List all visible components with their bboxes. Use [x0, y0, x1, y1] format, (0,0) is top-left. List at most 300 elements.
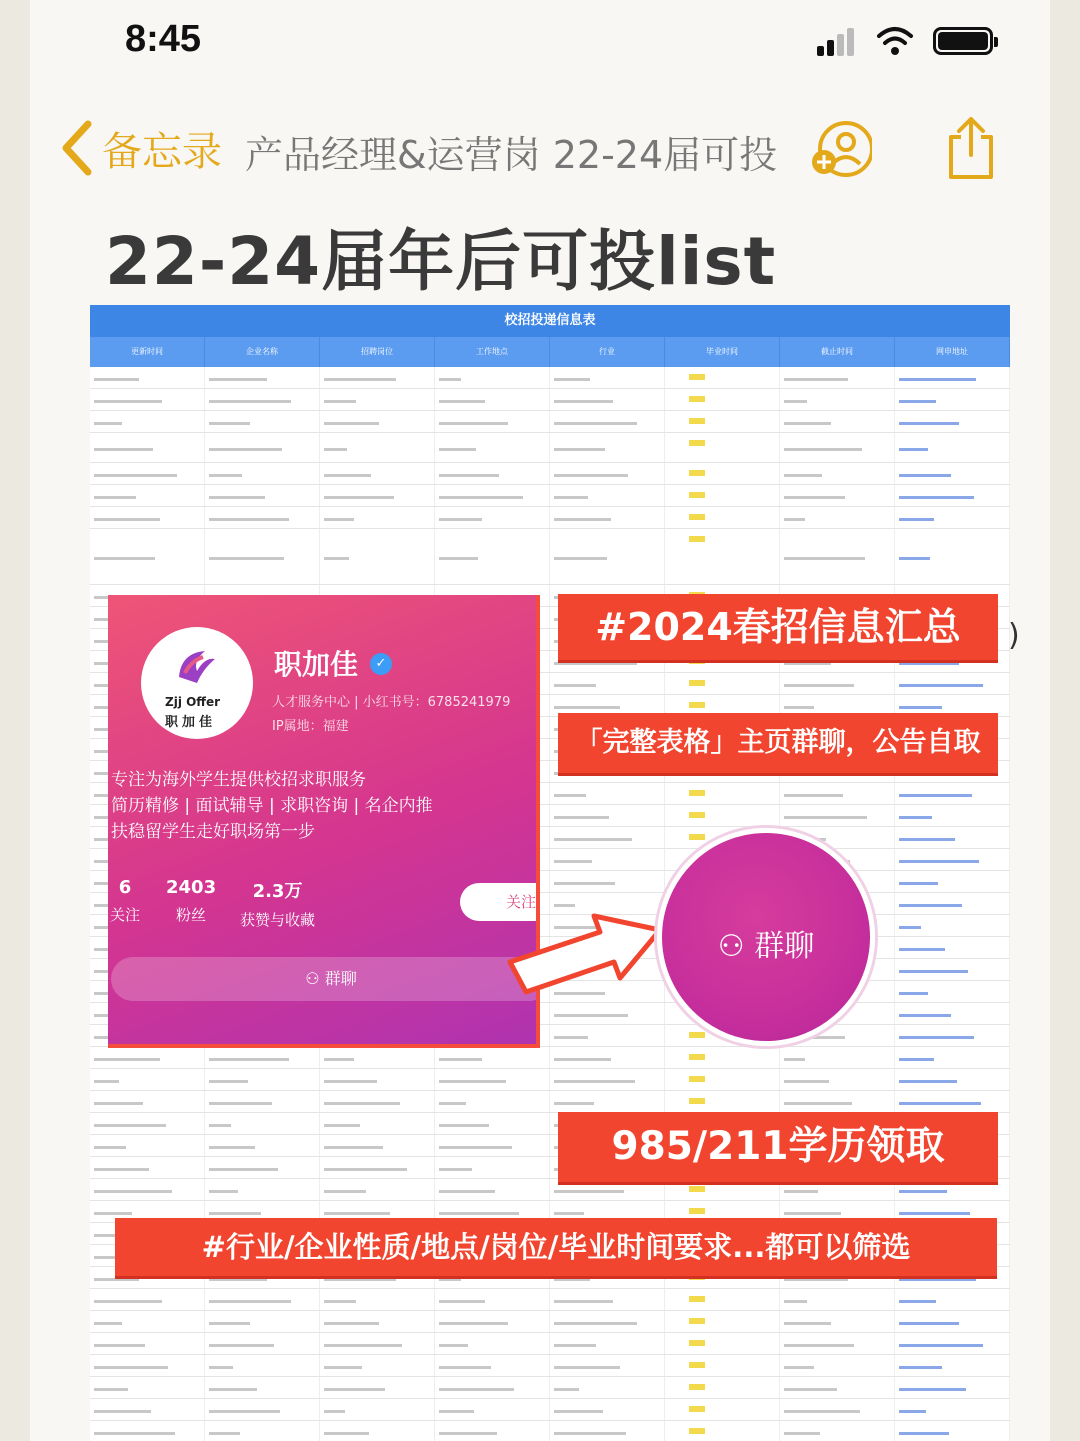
sheet-cell-blur: [209, 1058, 289, 1061]
stat-number: 2.3万: [252, 881, 303, 902]
sheet-cell: [895, 1179, 1010, 1200]
sheet-cell: [435, 389, 550, 410]
sheet-title: 校招投递信息表: [90, 305, 1010, 337]
sheet-cell: [90, 1179, 205, 1200]
banner-filters: #行业/企业性质/地点/岗位/毕业时间要求...都可以筛选: [115, 1218, 997, 1276]
sheet-cell-blur: [94, 1146, 126, 1149]
sheet-cell-blur: [899, 557, 930, 560]
sheet-cell: [205, 507, 320, 528]
verified-check-icon: ✓: [370, 653, 392, 675]
sheet-cell-blur: [554, 1058, 611, 1061]
sheet-cell-blur: [554, 1322, 637, 1325]
sheet-col-header: 招聘岗位: [320, 337, 435, 367]
sheet-cell: [205, 1399, 320, 1420]
sheet-cell: [895, 411, 1010, 432]
sheet-tag: [689, 1054, 705, 1060]
sheet-cell-blur: [439, 1278, 461, 1281]
sheet-cell: [665, 1179, 780, 1200]
sheet-cell-blur: [209, 1212, 261, 1215]
sheet-cell: [665, 433, 780, 462]
sheet-cell-blur: [94, 1080, 119, 1083]
sheet-cell-blur: [899, 1014, 951, 1017]
sheet-cell-blur: [554, 1102, 594, 1105]
stat-number: 2403: [166, 877, 217, 898]
sheet-cell-blur: [94, 1300, 162, 1303]
sheet-cell-blur: [554, 1036, 588, 1039]
sheet-cell-blur: [94, 1168, 149, 1171]
sheet-cell: [320, 1333, 435, 1354]
sheet-cell: [895, 673, 1010, 694]
sheet-cell-blur: [899, 816, 932, 819]
sheet-cell-blur: [439, 1366, 491, 1369]
sheet-cell-blur: [94, 1212, 132, 1215]
sheet-cell: [780, 463, 895, 484]
sheet-cell: [320, 1377, 435, 1398]
sheet-cell: [665, 507, 780, 528]
sheet-cell-blur: [899, 422, 959, 425]
sheet-cell-blur: [94, 1102, 143, 1105]
sheet-cell: [435, 1355, 550, 1376]
sheet-cell-blur: [554, 684, 596, 687]
sheet-cell: [90, 1399, 205, 1420]
stat-likes[interactable]: [240, 877, 315, 930]
sheet-cell-blur: [899, 400, 936, 403]
sheet-cell: [895, 1355, 1010, 1376]
sheet-cell-blur: [784, 1322, 831, 1325]
share-people-icon[interactable]: [810, 118, 872, 180]
sheet-cell-blur: [439, 1322, 508, 1325]
sheet-cell-blur: [784, 794, 843, 797]
sheet-cell: [550, 1069, 665, 1090]
sheet-cell-blur: [554, 882, 615, 885]
sheet-cell-blur: [554, 794, 586, 797]
sheet-cell-blur: [899, 948, 945, 951]
sheet-cell-blur: [784, 422, 831, 425]
sheet-cell: [665, 367, 780, 388]
sheet-cell: [665, 1399, 780, 1420]
sheet-cell-blur: [439, 422, 508, 425]
sheet-cell: [550, 1311, 665, 1332]
sheet-tag: [689, 1318, 705, 1324]
sheet-cell-blur: [899, 1388, 966, 1391]
sheet-cell-blur: [554, 1212, 584, 1215]
sheet-cell-blur: [439, 1080, 506, 1083]
sheet-cell-blur: [324, 1190, 366, 1193]
sheet-cell: [665, 1091, 780, 1112]
sheet-cell-blur: [784, 1410, 860, 1413]
sheet-cell: [320, 1135, 435, 1156]
sheet-cell: [205, 463, 320, 484]
sheet-cell: [550, 849, 665, 870]
sheet-cell-blur: [899, 1036, 974, 1039]
share-icon[interactable]: [945, 115, 997, 181]
sheet-cell: [90, 1091, 205, 1112]
sheet-cell: [320, 1091, 435, 1112]
sheet-cell: [780, 1069, 895, 1090]
sheet-row: [90, 411, 1010, 433]
sheet-cell-blur: [554, 1388, 579, 1391]
sheet-cell-blur: [324, 1124, 360, 1127]
sheet-tag: [689, 492, 705, 498]
profile-name: 职加佳: [274, 648, 359, 681]
sheet-cell-blur: [899, 684, 983, 687]
sheet-cell: [90, 507, 205, 528]
sheet-cell-blur: [784, 557, 865, 560]
sheet-tag: [689, 790, 705, 796]
sheet-cell-blur: [439, 400, 485, 403]
group-chat-circle-label: [662, 921, 870, 965]
sheet-cell-blur: [324, 1168, 407, 1171]
sheet-cell-blur: [209, 557, 284, 560]
sheet-tag: [689, 1406, 705, 1412]
stat-followers[interactable]: [166, 877, 216, 925]
cellular-signal-icon: [817, 26, 861, 56]
sheet-cell: [780, 1311, 895, 1332]
sheet-cell-blur: [899, 926, 921, 929]
sheet-col-header: 工作地点: [435, 337, 550, 367]
sheet-cell-blur: [784, 1366, 814, 1369]
stat-following[interactable]: [110, 877, 140, 925]
sheet-cell-blur: [209, 1190, 238, 1193]
sheet-row: [90, 1289, 1010, 1311]
sheet-cell-blur: [899, 1322, 959, 1325]
sheet-cell-blur: [209, 1102, 272, 1105]
sheet-cell: [895, 937, 1010, 958]
sheet-cell: [205, 1333, 320, 1354]
sheet-cell: [895, 1091, 1010, 1112]
sheet-cell: [205, 1179, 320, 1200]
sheet-cell: [665, 1355, 780, 1376]
sheet-cell: [895, 959, 1010, 980]
sheet-cell: [435, 1179, 550, 1200]
sheet-cell: [90, 1047, 205, 1068]
sheet-cell-blur: [899, 1102, 981, 1105]
sheet-tag: [689, 702, 705, 708]
sheet-cell: [90, 1289, 205, 1310]
sheet-cell: [435, 485, 550, 506]
sheet-cell: [780, 507, 895, 528]
sheet-cell-blur: [439, 1388, 514, 1391]
sheet-cell-blur: [439, 1432, 497, 1435]
sheet-cell: [550, 433, 665, 462]
sheet-cell: [665, 1377, 780, 1398]
sheet-cell-blur: [784, 1388, 837, 1391]
sheet-cell: [205, 411, 320, 432]
group-chat-label: 群聊: [324, 969, 357, 988]
sheet-cell: [90, 485, 205, 506]
sheet-cell: [665, 673, 780, 694]
sheet-cell-blur: [439, 1124, 489, 1127]
sheet-cell-blur: [899, 860, 979, 863]
sheet-cell: [550, 1047, 665, 1068]
sheet-cell: [550, 1091, 665, 1112]
sheet-cell-blur: [554, 706, 620, 709]
sheet-cell: [435, 1135, 550, 1156]
sheet-cell: [665, 463, 780, 484]
sheet-cell-blur: [324, 1432, 369, 1435]
sheet-cell-blur: [784, 1278, 848, 1281]
sheet-cell-blur: [784, 1344, 854, 1347]
sheet-cell: [780, 1377, 895, 1398]
sheet-cell-blur: [899, 838, 955, 841]
sheet-cell-blur: [784, 662, 831, 665]
sheet-cell: [435, 529, 550, 584]
sheet-cell: [550, 1025, 665, 1046]
sheet-cell: [895, 915, 1010, 936]
sheet-col-header: 企业名称: [205, 337, 320, 367]
follow-button[interactable]: 关注: [460, 883, 540, 921]
sheet-cell-blur: [899, 992, 928, 995]
logo-text-en: Zjj Offer: [165, 695, 221, 709]
sheet-cell: [205, 1377, 320, 1398]
sheet-cell: [895, 1421, 1010, 1441]
sheet-cell: [320, 1289, 435, 1310]
sheet-cell: [550, 783, 665, 804]
sheet-cell-blur: [554, 496, 588, 499]
sheet-cell: [320, 1157, 435, 1178]
sheet-cell-blur: [324, 1080, 377, 1083]
sheet-cell-blur: [784, 684, 854, 687]
group-chat-button[interactable]: [111, 957, 540, 1001]
sheet-cell-blur: [439, 1058, 482, 1061]
sheet-cell: [780, 1091, 895, 1112]
sheet-cell: [665, 1069, 780, 1090]
sheet-row: [90, 1355, 1010, 1377]
sheet-cell-blur: [324, 1322, 379, 1325]
sheet-cell-blur: [94, 1344, 145, 1347]
sheet-tag: [689, 1384, 705, 1390]
sheet-cell-blur: [899, 706, 942, 709]
stat-label: 获赞与收藏: [240, 911, 316, 929]
sheet-row: [90, 1421, 1010, 1441]
sheet-cell-blur: [784, 1102, 852, 1105]
sheet-tag: [689, 1208, 705, 1214]
status-bar: [30, 0, 1050, 90]
sheet-cell: [665, 529, 780, 584]
sheet-cell-blur: [899, 496, 974, 499]
sheet-cell-blur: [94, 1124, 166, 1127]
sheet-cell: [895, 1333, 1010, 1354]
sheet-cell: [550, 463, 665, 484]
arrow-right-icon: [500, 900, 670, 1000]
sheet-cell-blur: [554, 518, 611, 521]
sheet-row: [90, 1179, 1010, 1201]
bio-line: 专注为海外学生提供校招求职服务: [111, 770, 366, 790]
sheet-cell-blur: [209, 1366, 233, 1369]
sheet-cell: [90, 389, 205, 410]
sheet-cell: [205, 1113, 320, 1134]
sheet-cell-blur: [324, 1300, 356, 1303]
sheet-cell-blur: [554, 448, 605, 451]
sheet-cell: [780, 1355, 895, 1376]
sheet-cell: [205, 1135, 320, 1156]
sheet-cell: [320, 389, 435, 410]
sheet-cell: [665, 485, 780, 506]
sheet-cell-blur: [324, 1388, 385, 1391]
sheet-cell: [895, 849, 1010, 870]
sheet-col-header: 行业: [550, 337, 665, 367]
sheet-cell-blur: [439, 1410, 474, 1413]
sheet-cell-blur: [439, 1212, 519, 1215]
sheet-cell: [550, 1179, 665, 1200]
sheet-cell: [665, 1047, 780, 1068]
sheet-cell-blur: [209, 1278, 267, 1281]
group-chat-circle[interactable]: [657, 828, 875, 1046]
sheet-cell-blur: [324, 400, 356, 403]
sheet-cell-blur: [324, 1102, 400, 1105]
sheet-cell-blur: [94, 518, 160, 521]
sheet-cell: [550, 411, 665, 432]
sheet-cell-blur: [439, 518, 482, 521]
sheet-cell: [435, 1157, 550, 1178]
sheet-cell: [320, 463, 435, 484]
sheet-cell-blur: [94, 1058, 160, 1061]
chevron-left-icon[interactable]: [58, 118, 98, 178]
sheet-cell: [435, 1311, 550, 1332]
sheet-cell: [550, 1003, 665, 1024]
sheet-cell-blur: [439, 1344, 468, 1347]
sheet-cell: [435, 1421, 550, 1441]
sheet-cell: [895, 433, 1010, 462]
sheet-cell-blur: [209, 448, 282, 451]
sheet-cell: [550, 1377, 665, 1398]
sheet-tag: [689, 514, 705, 520]
sheet-cell-blur: [554, 474, 628, 477]
sheet-cell-blur: [439, 1190, 495, 1193]
sheet-cell-blur: [554, 1190, 624, 1193]
sheet-cell-blur: [554, 1300, 613, 1303]
sheet-cell: [435, 1091, 550, 1112]
sheet-cell: [780, 529, 895, 584]
sheet-cell: [435, 433, 550, 462]
sheet-cell: [895, 1289, 1010, 1310]
sheet-cell: [780, 367, 895, 388]
sheet-cell: [550, 485, 665, 506]
sheet-cell: [90, 1311, 205, 1332]
note-heading: 22-24届年后可投list: [105, 223, 777, 300]
sheet-cell: [205, 485, 320, 506]
sheet-cell: [205, 367, 320, 388]
sheet-tag: [689, 812, 705, 818]
sheet-cell-blur: [94, 557, 155, 560]
sheet-cell: [320, 1179, 435, 1200]
sheet-cell-blur: [324, 378, 396, 381]
sheet-cell-blur: [324, 448, 347, 451]
sheet-cell-blur: [94, 1278, 139, 1281]
sheet-cell: [90, 1157, 205, 1178]
sheet-cell-blur: [784, 1058, 805, 1061]
sheet-cell: [90, 1135, 205, 1156]
back-button[interactable]: 备忘录: [102, 129, 222, 175]
sheet-row: [90, 389, 1010, 411]
sheet-cell: [205, 1069, 320, 1090]
sheet-cell-blur: [554, 860, 592, 863]
sheet-cell-blur: [899, 1366, 942, 1369]
sheet-cell-blur: [94, 1410, 151, 1413]
paren-glyph: ): [1008, 618, 1020, 653]
sheet-cell-blur: [209, 1344, 274, 1347]
sheet-cell: [90, 1069, 205, 1090]
sheet-cell: [780, 1047, 895, 1068]
sheet-cell-blur: [209, 378, 267, 381]
sheet-cell-blur: [94, 400, 162, 403]
sheet-cell-blur: [554, 816, 609, 819]
sheet-cell-blur: [899, 970, 968, 973]
sheet-cell: [550, 529, 665, 584]
sheet-cell: [435, 1069, 550, 1090]
sheet-cell: [665, 411, 780, 432]
sheet-cell-blur: [94, 474, 177, 477]
sheet-tag: [689, 374, 705, 380]
sheet-cell: [90, 367, 205, 388]
sheet-tag: [689, 680, 705, 686]
sheet-cell: [320, 1311, 435, 1332]
sheet-cell: [320, 1069, 435, 1090]
sheet-col-header: 截止时间: [780, 337, 895, 367]
sheet-cell-blur: [899, 904, 962, 907]
stat-label: 粉丝: [176, 906, 207, 924]
sheet-cell: [665, 783, 780, 804]
sheet-tag: [689, 536, 705, 542]
banner-degree: 985/211学历领取: [558, 1112, 998, 1182]
sheet-tag: [689, 1076, 705, 1082]
sheet-cell-blur: [554, 1410, 603, 1413]
stat-label: 关注: [110, 906, 141, 924]
sheet-cell: [550, 871, 665, 892]
sheet-tag: [689, 418, 705, 424]
sheet-cell-blur: [554, 378, 590, 381]
sheet-cell: [435, 1113, 550, 1134]
sheet-row: [90, 1047, 1010, 1069]
sheet-cell: [895, 463, 1010, 484]
sheet-cell: [550, 1399, 665, 1420]
sheet-row: [90, 507, 1010, 529]
sheet-cell: [205, 1157, 320, 1178]
sheet-cell-blur: [439, 1102, 466, 1105]
sheet-cell: [320, 367, 435, 388]
sheet-cell: [550, 805, 665, 826]
sheet-cell: [550, 1355, 665, 1376]
sheet-cell: [550, 1333, 665, 1354]
sheet-tag: [689, 1428, 705, 1434]
sheet-row: [90, 1377, 1010, 1399]
stat-number: 6: [118, 877, 132, 898]
sheet-cell-blur: [899, 1344, 983, 1347]
sheet-cell-blur: [209, 1322, 250, 1325]
sheet-cell-blur: [94, 1190, 172, 1193]
sheet-cell-blur: [324, 1212, 390, 1215]
sheet-cell: [895, 1069, 1010, 1090]
sheet-cell: [895, 1003, 1010, 1024]
sheet-tag: [689, 440, 705, 446]
sheet-cell: [780, 1399, 895, 1420]
sheet-cell-blur: [324, 1366, 362, 1369]
sheet-cell: [205, 389, 320, 410]
wifi-icon: [875, 24, 915, 58]
sheet-cell: [895, 507, 1010, 528]
sheet-header-row: [90, 337, 1010, 367]
sheet-cell: [780, 805, 895, 826]
sheet-cell: [665, 1311, 780, 1332]
phone-screen: [30, 0, 1050, 1441]
sheet-cell: [435, 1047, 550, 1068]
sheet-cell-blur: [554, 422, 637, 425]
sheet-cell-blur: [209, 422, 250, 425]
sheet-cell: [320, 529, 435, 584]
sheet-cell: [895, 1311, 1010, 1332]
sheet-cell: [320, 507, 435, 528]
sheet-cell-blur: [899, 474, 951, 477]
